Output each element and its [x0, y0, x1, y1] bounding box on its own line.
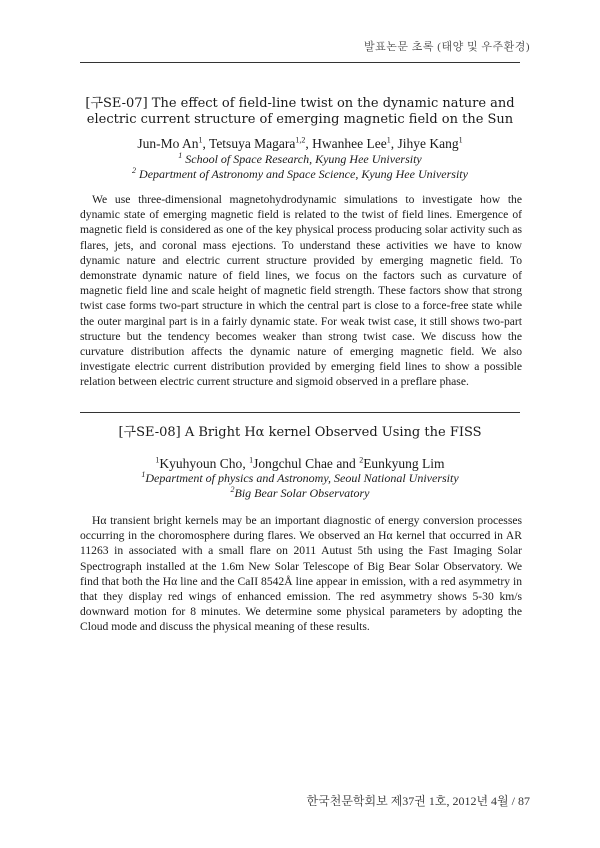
author-name: Hwanhee Lee: [312, 136, 387, 151]
author-name: Kyuhyoun Cho: [159, 456, 243, 471]
author-list-se07: [80, 136, 520, 152]
author-affil-mark: 1: [458, 135, 463, 145]
affiliation-mark: 1: [141, 470, 146, 479]
author-name: Tetsuya Magara: [209, 136, 296, 151]
affiliation-2: [80, 167, 520, 182]
running-header: 발표논문 초록 (태양 및 우주환경): [364, 41, 530, 53]
affiliation-text: Department of Astronomy and Space Science, Kyung Hee University: [139, 167, 468, 181]
author-name: Jongchul Chae: [253, 456, 333, 471]
affiliation-text: Department of physics and Astronomy, Seoul National University: [145, 471, 459, 485]
page-footer: 한국천문학회보 제37권 1호, 2012년 4월 / 87: [306, 794, 530, 808]
abstract-body-se08: Hα transient bright kernels may be an important diagnostic of energy conversion processes occurring in the choromosphere during flares. We observed an Hα kernel that occurred in AR 11263 in associated with a small flare on 2011 Autust 5th using the Fast Imaging Solar Spectrograph installed at the 1.6m New Solar Telescope of Big Bear Solar Observatory. We find that both the Hα line and the CaII 8542Å line appear in emission, with a red asymmetry in that they display red wings of enhanced emission. The red asymmetry shows 5-30 km/s downward motion for 8 minutes. We determine some physical parameters by adopting the Cloud mode and discuss the physical meaning of these results.: [80, 514, 522, 634]
title-line-1: [구SE-07] The effect of field-line twist on the dynamic nature and: [85, 96, 515, 111]
affiliation-1: [80, 471, 520, 486]
author-affil-mark: 1: [386, 135, 391, 145]
author-separator: and: [332, 456, 360, 471]
abstract-title-se07: [80, 96, 520, 128]
author-separator: ,: [242, 456, 250, 471]
affiliation-text: Big Bear Solar Observatory: [234, 486, 370, 500]
author-separator: ,: [202, 136, 210, 151]
author-name: Eunkyung Lim: [363, 456, 445, 471]
abstract-body-se07: We use three-dimensional magnetohydrodynamic simulations to investigate how the dynamic state of emerging magnetic field is related to the twist of field lines. Emergence of magnetic field is considered as one of the key physical process producing solar activity such as flares, jets, and coronal mass ejections. To understand these activities we have to know dynamic nature and electric current structure provided by emerging magnetic field. To demonstrate dynamic nature of field lines, we focus on the factors such as curvature of magnetic field line and scale height of magnetic field strength. These factors show that strong twist case forms two-part structure in which the central part is close to a force-free state while the outer marginal part is in a fairly dynamic state. For weak twist case, it still shows two-part structure but the tendency becomes weaker than strong twist case. We discuss how the curvature distribution affects the dynamic nature of emerging magnetic field. We also investigate electric current distribution provided by emerging field lines to show a possible relation between electric current structure and sigmoid observed in a preflare phase.: [80, 193, 522, 389]
author-affil-mark: 2: [359, 455, 364, 465]
affiliation-2: [80, 486, 520, 501]
author-affil-mark: 1: [249, 455, 254, 465]
author-list-se08: [80, 456, 520, 472]
affiliation-mark: 2: [230, 485, 235, 494]
affiliation-mark: 1: [178, 151, 183, 160]
affiliation-1: [80, 152, 520, 167]
affiliation-text: School of Space Research, Kyung Hee University: [185, 152, 422, 166]
author-separator: ,: [390, 136, 398, 151]
author-separator: ,: [305, 136, 313, 151]
author-name: Jun-Mo An: [137, 136, 199, 151]
section-divider: [80, 412, 520, 413]
title-line-2: electric current structure of emerging magnetic field on the Sun: [86, 112, 514, 127]
author-affil-mark: 1,2: [295, 135, 306, 145]
header-divider: [80, 62, 520, 63]
author-name: Jihye Kang: [397, 136, 459, 151]
author-affil-mark: 1: [155, 455, 160, 465]
abstract-title-se08: [구SE-08] A Bright Hα kernel Observed Using the FISS: [118, 425, 482, 440]
affiliation-mark: 2: [132, 166, 137, 175]
author-affil-mark: 1: [198, 135, 203, 145]
